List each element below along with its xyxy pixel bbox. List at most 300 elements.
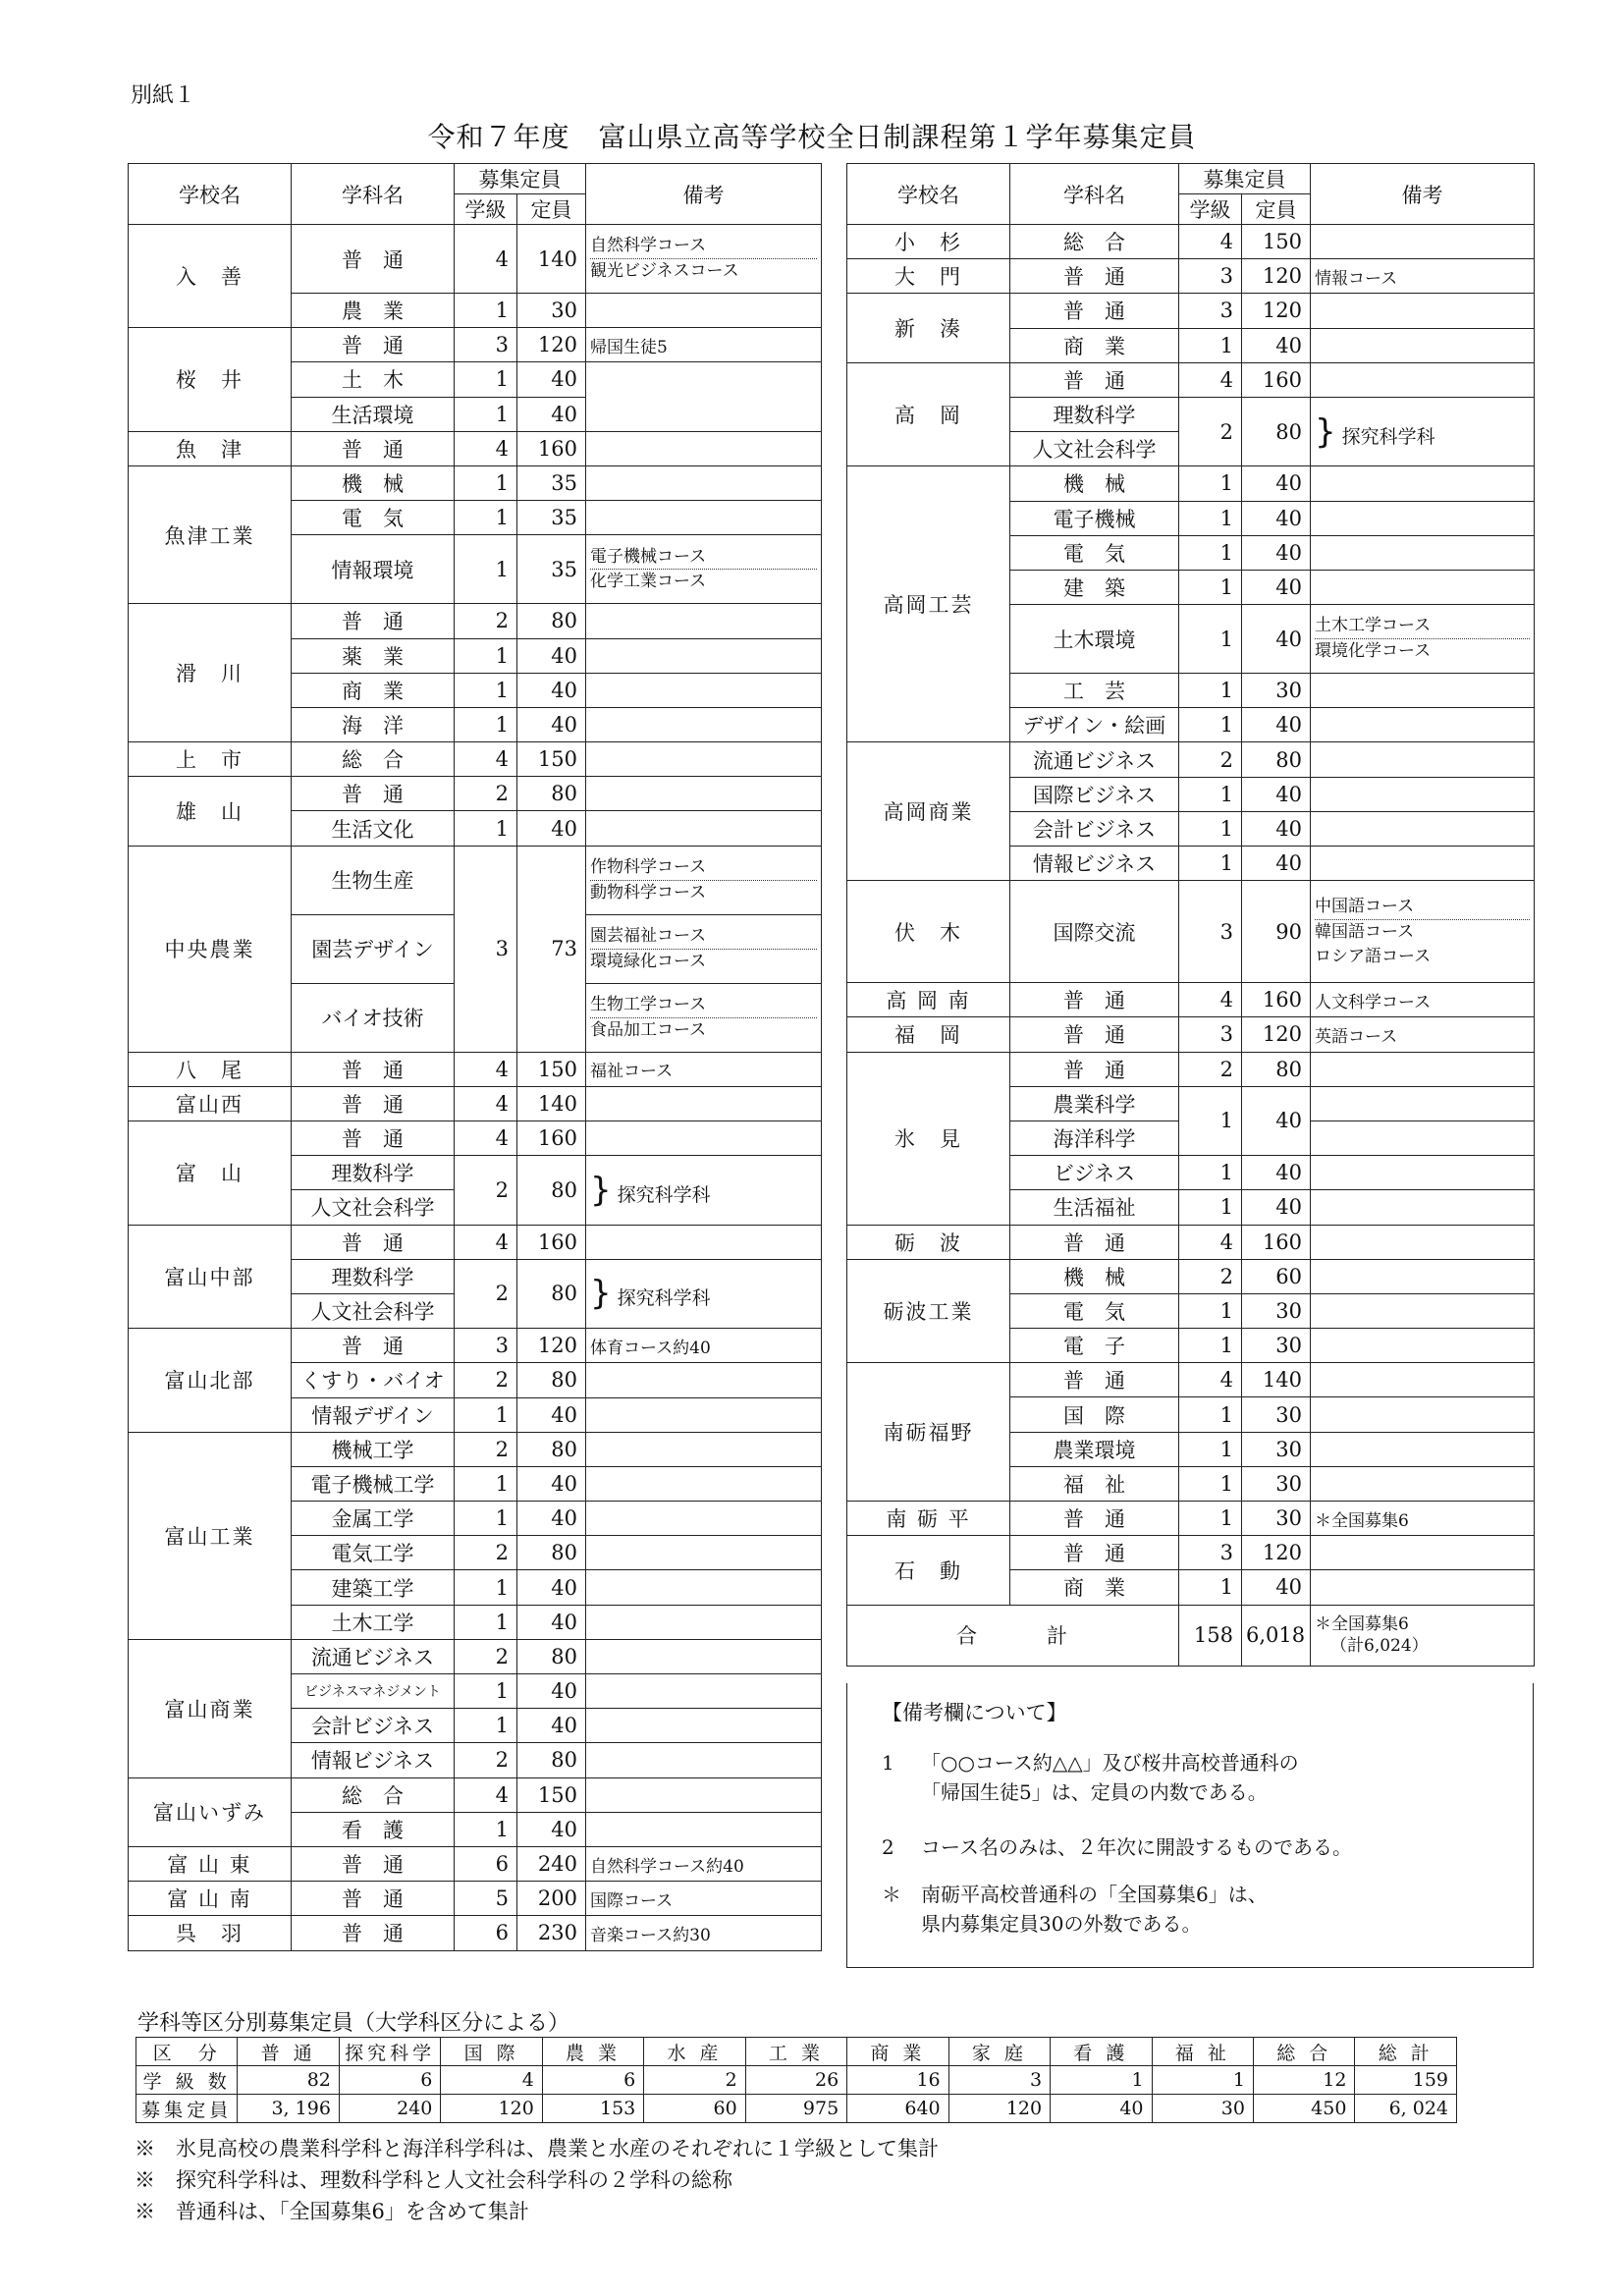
department-name: 人文社会科学 bbox=[292, 1293, 455, 1328]
remarks-notes-box bbox=[846, 1683, 1534, 1968]
class-count: 1 bbox=[1179, 708, 1242, 742]
class-count: 1 bbox=[1179, 1502, 1242, 1536]
remark bbox=[586, 1121, 822, 1156]
summary-cell: 6 bbox=[339, 2066, 440, 2095]
class-count: 2 bbox=[455, 1363, 517, 1397]
school-name: 富山工業 bbox=[129, 1432, 292, 1639]
capacity: 30 bbox=[1242, 1466, 1311, 1501]
class-count: 2 bbox=[1179, 742, 1242, 777]
header-classes: 学級 bbox=[455, 194, 517, 225]
department-name: 国際交流 bbox=[1010, 881, 1179, 983]
department-name: 普 通 bbox=[1010, 1502, 1179, 1536]
department-name: 情報ビジネス bbox=[1010, 847, 1179, 881]
remark bbox=[586, 1086, 822, 1121]
note-number: 2 bbox=[882, 1835, 894, 1859]
class-count: 1 bbox=[1179, 605, 1242, 674]
remark-line: 電子機械コース bbox=[590, 545, 817, 571]
department-name: 生活環境 bbox=[292, 397, 455, 431]
department-name: 理数科学 bbox=[1010, 397, 1179, 431]
capacity: 30 bbox=[1242, 1329, 1311, 1363]
capacity: 150 bbox=[517, 1777, 586, 1812]
remark bbox=[586, 1674, 822, 1709]
summary-cell: 2 bbox=[644, 2066, 745, 2095]
total-note-line2: （計6,024） bbox=[1330, 1636, 1429, 1657]
capacity: 40 bbox=[1242, 777, 1311, 811]
department-name: ビジネスマネジメント bbox=[292, 1674, 455, 1709]
capacity: 30 bbox=[1242, 674, 1311, 708]
summary-cell: 240 bbox=[339, 2095, 440, 2123]
school-name: 八 尾 bbox=[129, 1052, 292, 1086]
capacity: 80 bbox=[1242, 1052, 1311, 1086]
capacity: 80 bbox=[517, 1259, 586, 1328]
table-row bbox=[847, 259, 1535, 294]
summary-cell: 60 bbox=[644, 2095, 745, 2123]
class-count: 3 bbox=[1179, 1536, 1242, 1570]
table-row bbox=[129, 465, 822, 500]
footnote: ※ 探究科学科は、理数科学科と人文社会科学科の２学科の総称 bbox=[135, 2168, 732, 2192]
remark bbox=[586, 811, 822, 846]
capacity: 120 bbox=[517, 1329, 586, 1363]
brace-icon: } bbox=[590, 1274, 612, 1314]
class-count: 3 bbox=[1179, 294, 1242, 328]
header-capacity: 定員 bbox=[517, 194, 586, 225]
department-name: 商 業 bbox=[1010, 1570, 1179, 1605]
department-name: 電 気 bbox=[292, 501, 455, 535]
summary-header-cell: 看 護 bbox=[1051, 2038, 1152, 2066]
capacity: 80 bbox=[517, 777, 586, 811]
department-name: 工 芸 bbox=[1010, 674, 1179, 708]
capacity: 40 bbox=[517, 673, 586, 707]
department-name: 生活文化 bbox=[292, 811, 455, 846]
header-remarks: 備考 bbox=[586, 164, 822, 225]
department-name: 土木環境 bbox=[1010, 605, 1179, 674]
capacity: 140 bbox=[517, 1086, 586, 1121]
class-count: 2 bbox=[455, 1432, 517, 1466]
remark bbox=[586, 1259, 822, 1328]
class-count: 4 bbox=[455, 1225, 517, 1259]
department-name: 普 通 bbox=[292, 1052, 455, 1086]
summary-cell: 1 bbox=[1152, 2066, 1253, 2095]
class-count: 2 bbox=[1179, 1052, 1242, 1086]
total-classes: 158 bbox=[1179, 1605, 1242, 1666]
remark bbox=[1311, 605, 1535, 674]
department-name: 普 通 bbox=[292, 1329, 455, 1363]
remark bbox=[1311, 1363, 1535, 1397]
brace-icon: } bbox=[590, 1170, 612, 1210]
capacity: 40 bbox=[1242, 570, 1311, 604]
capacity: 80 bbox=[1242, 397, 1311, 465]
remark-line: 土木工学コース bbox=[1315, 614, 1530, 639]
class-count: 1 bbox=[455, 1397, 517, 1432]
school-name: 南 砺 平 bbox=[847, 1502, 1010, 1536]
remark bbox=[586, 1570, 822, 1605]
summary-cell: 募集定員 bbox=[136, 2095, 238, 2123]
remark bbox=[1311, 1570, 1535, 1605]
table-row bbox=[847, 881, 1535, 983]
table-row bbox=[129, 1639, 822, 1673]
class-count: 1 bbox=[455, 294, 517, 328]
class-count: 3 bbox=[455, 846, 517, 1052]
remark bbox=[1311, 742, 1535, 777]
class-count: 4 bbox=[455, 1121, 517, 1156]
department-name: 総 合 bbox=[292, 742, 455, 777]
department-name: 生物生産 bbox=[292, 846, 455, 914]
capacity: 35 bbox=[517, 535, 586, 604]
capacity: 40 bbox=[517, 1570, 586, 1605]
class-count: 1 bbox=[1179, 328, 1242, 362]
remark-line: 化学工業コース bbox=[590, 572, 707, 592]
summary-header-cell: 総 合 bbox=[1253, 2038, 1354, 2066]
department-name: 普 通 bbox=[292, 1916, 455, 1950]
summary-row bbox=[136, 2066, 1457, 2095]
table-row bbox=[129, 1916, 822, 1950]
remark bbox=[586, 1466, 822, 1501]
total-label: 合 計 bbox=[847, 1605, 1179, 1666]
summary-cell: 12 bbox=[1253, 2066, 1354, 2095]
school-name: 伏 木 bbox=[847, 881, 1010, 983]
remark bbox=[1311, 466, 1535, 501]
school-name: 呉 羽 bbox=[129, 1916, 292, 1950]
table-row bbox=[847, 1259, 1535, 1293]
class-count: 3 bbox=[1179, 259, 1242, 294]
department-name: 商 業 bbox=[1010, 328, 1179, 362]
total-capacity: 6,018 bbox=[1242, 1605, 1311, 1666]
class-count: 1 bbox=[455, 1605, 517, 1639]
class-count: 1 bbox=[1179, 1329, 1242, 1363]
capacity: 40 bbox=[517, 638, 586, 673]
capacity: 30 bbox=[1242, 1293, 1311, 1328]
table-row bbox=[129, 777, 822, 811]
department-name: くすり・バイオ bbox=[292, 1363, 455, 1397]
department-name: 金属工学 bbox=[292, 1502, 455, 1536]
summary-cell: 26 bbox=[745, 2066, 846, 2095]
header-quota: 募集定員 bbox=[1179, 164, 1311, 194]
class-count: 1 bbox=[455, 811, 517, 846]
class-count: 1 bbox=[1179, 777, 1242, 811]
remark bbox=[1311, 881, 1535, 983]
class-count: 2 bbox=[455, 1259, 517, 1328]
department-name: 普 通 bbox=[1010, 1052, 1179, 1086]
school-name: 砺 波 bbox=[847, 1225, 1010, 1259]
school-name: 雄 山 bbox=[129, 777, 292, 846]
capacity: 40 bbox=[1242, 847, 1311, 881]
department-name: 普 通 bbox=[1010, 362, 1179, 397]
remark bbox=[586, 1156, 822, 1225]
department-name: 理数科学 bbox=[292, 1259, 455, 1293]
table-row bbox=[129, 431, 822, 465]
left-quota-table bbox=[128, 163, 822, 1951]
department-name: 電子機械 bbox=[1010, 501, 1179, 535]
table-row bbox=[129, 1846, 822, 1881]
department-name: 生活福祉 bbox=[1010, 1190, 1179, 1225]
capacity: 40 bbox=[517, 1397, 586, 1432]
school-name: 入 善 bbox=[129, 225, 292, 328]
department-name: バイオ技術 bbox=[292, 983, 455, 1052]
department-name: 会計ビジネス bbox=[1010, 811, 1179, 846]
capacity: 40 bbox=[1242, 1570, 1311, 1605]
class-count: 4 bbox=[455, 1086, 517, 1121]
capacity: 160 bbox=[517, 1121, 586, 1156]
capacity: 40 bbox=[1242, 605, 1311, 674]
department-name: 普 通 bbox=[1010, 259, 1179, 294]
department-name: 情報デザイン bbox=[292, 1397, 455, 1432]
summary-header-cell: 福 祉 bbox=[1152, 2038, 1253, 2066]
remark bbox=[586, 535, 822, 604]
capacity: 40 bbox=[1242, 1156, 1311, 1190]
capacity: 90 bbox=[1242, 881, 1311, 983]
class-count: 1 bbox=[1179, 811, 1242, 846]
remark bbox=[586, 1639, 822, 1673]
remark bbox=[586, 1709, 822, 1743]
department-name: 情報環境 bbox=[292, 535, 455, 604]
class-count: 4 bbox=[1179, 225, 1242, 259]
school-name: 富山商業 bbox=[129, 1639, 292, 1777]
remark bbox=[1311, 1397, 1535, 1432]
class-count: 1 bbox=[1179, 501, 1242, 535]
summary-cell: 120 bbox=[441, 2095, 542, 2123]
capacity: 150 bbox=[517, 742, 586, 777]
remark bbox=[586, 1777, 822, 1812]
capacity: 73 bbox=[517, 846, 586, 1052]
capacity: 120 bbox=[1242, 259, 1311, 294]
department-name: 国際ビジネス bbox=[1010, 777, 1179, 811]
school-name: 富 山 南 bbox=[129, 1882, 292, 1916]
remark bbox=[1311, 1432, 1535, 1466]
note-line: コース名のみは、２年次に開設するものである。 bbox=[921, 1835, 1352, 1859]
capacity: 40 bbox=[517, 1605, 586, 1639]
department-name: 農業科学 bbox=[1010, 1086, 1179, 1121]
school-name: 中央農業 bbox=[129, 846, 292, 1052]
remark bbox=[1311, 777, 1535, 811]
department-name: 建 築 bbox=[1010, 570, 1179, 604]
table-row bbox=[847, 1502, 1535, 1536]
class-count: 4 bbox=[455, 431, 517, 465]
summary-header-cell: 普 通 bbox=[238, 2038, 339, 2066]
class-count: 4 bbox=[455, 225, 517, 294]
summary-cell: 975 bbox=[745, 2095, 846, 2123]
note-line: 「○○コース約△△」及び桜井高校普通科の bbox=[921, 1751, 1299, 1775]
remark bbox=[586, 1502, 822, 1536]
remark bbox=[586, 465, 822, 500]
table-row bbox=[847, 362, 1535, 397]
remark-line: 中国語コース bbox=[1315, 895, 1530, 920]
remark-line: 生物工学コース bbox=[590, 993, 817, 1018]
header-school: 学校名 bbox=[847, 164, 1010, 225]
class-count: 6 bbox=[455, 1916, 517, 1950]
capacity: 40 bbox=[517, 811, 586, 846]
department-name: 園芸デザイン bbox=[292, 914, 455, 983]
remark bbox=[586, 431, 822, 465]
school-name: 石 動 bbox=[847, 1536, 1010, 1605]
department-name: 商 業 bbox=[292, 673, 455, 707]
class-count: 1 bbox=[455, 1812, 517, 1846]
summary-cell: 82 bbox=[238, 2066, 339, 2095]
capacity: 30 bbox=[1242, 1502, 1311, 1536]
remark bbox=[586, 914, 822, 983]
remark bbox=[1311, 1259, 1535, 1293]
remark bbox=[1311, 501, 1535, 535]
capacity: 40 bbox=[517, 1812, 586, 1846]
total-note-line1: ＊全国募集6 bbox=[1315, 1613, 1409, 1634]
remark bbox=[1311, 294, 1535, 328]
remark bbox=[586, 362, 822, 431]
summary-header-cell: 国 際 bbox=[441, 2038, 542, 2066]
class-count: 2 bbox=[455, 777, 517, 811]
class-count: 1 bbox=[455, 673, 517, 707]
capacity: 40 bbox=[1242, 708, 1311, 742]
class-count: 1 bbox=[1179, 1397, 1242, 1432]
capacity: 80 bbox=[517, 1536, 586, 1570]
class-count: 2 bbox=[455, 1536, 517, 1570]
class-count: 2 bbox=[1179, 397, 1242, 465]
school-name: 魚 津 bbox=[129, 431, 292, 465]
remark bbox=[586, 1605, 822, 1639]
table-row bbox=[129, 1882, 822, 1916]
summary-cell: 4 bbox=[441, 2066, 542, 2095]
department-name: 総 合 bbox=[292, 1777, 455, 1812]
department-name: 普 通 bbox=[292, 431, 455, 465]
class-count: 1 bbox=[1179, 1432, 1242, 1466]
department-name: ビジネス bbox=[1010, 1156, 1179, 1190]
capacity: 150 bbox=[1242, 225, 1311, 259]
department-name: 会計ビジネス bbox=[292, 1709, 455, 1743]
department-name: 普 通 bbox=[292, 1846, 455, 1881]
footnote: ※ 普通科は、「全国募集6」を含めて集計 bbox=[135, 2200, 529, 2223]
remark bbox=[1311, 847, 1535, 881]
remark bbox=[586, 604, 822, 638]
remark-line: 観光ビジネスコース bbox=[590, 261, 739, 281]
department-name: 普 通 bbox=[1010, 983, 1179, 1017]
table-row bbox=[847, 983, 1535, 1017]
table-row bbox=[129, 742, 822, 777]
remark bbox=[586, 294, 822, 328]
table-row bbox=[129, 1225, 822, 1259]
remark bbox=[586, 1225, 822, 1259]
department-name: 流通ビジネス bbox=[1010, 742, 1179, 777]
summary-cell: 159 bbox=[1355, 2066, 1457, 2095]
capacity: 40 bbox=[517, 362, 586, 397]
capacity: 40 bbox=[1242, 1086, 1311, 1155]
department-name: 海洋科学 bbox=[1010, 1121, 1179, 1155]
table-row bbox=[129, 1086, 822, 1121]
remark bbox=[586, 983, 822, 1052]
remark bbox=[1311, 1121, 1535, 1155]
capacity: 80 bbox=[517, 1432, 586, 1466]
remark: 音楽コース約30 bbox=[586, 1916, 822, 1950]
class-count: 2 bbox=[1179, 1259, 1242, 1293]
right-quota-table bbox=[846, 163, 1535, 1667]
school-name: 高岡商業 bbox=[847, 742, 1010, 881]
department-name: 普 通 bbox=[1010, 1363, 1179, 1397]
summary-cell: 3 bbox=[948, 2066, 1050, 2095]
capacity: 40 bbox=[1242, 535, 1311, 570]
remark bbox=[1311, 1329, 1535, 1363]
class-count: 2 bbox=[455, 1156, 517, 1225]
school-name: 富山中部 bbox=[129, 1225, 292, 1329]
note-number: 1 bbox=[882, 1751, 894, 1775]
class-count: 4 bbox=[455, 742, 517, 777]
summary-cell: 6 bbox=[542, 2066, 643, 2095]
note-item-1 bbox=[882, 1748, 1299, 1807]
capacity: 40 bbox=[1242, 1190, 1311, 1225]
header-school: 学校名 bbox=[129, 164, 292, 225]
total-note bbox=[1311, 1605, 1535, 1666]
school-name: 上 市 bbox=[129, 742, 292, 777]
capacity: 150 bbox=[517, 1052, 586, 1086]
header-classes: 学級 bbox=[1179, 194, 1242, 225]
capacity: 40 bbox=[517, 1674, 586, 1709]
department-name: 電 気 bbox=[1010, 1293, 1179, 1328]
capacity: 40 bbox=[517, 1502, 586, 1536]
remark-line: 韓国語コース bbox=[1315, 921, 1415, 942]
class-count: 1 bbox=[455, 1466, 517, 1501]
capacity: 35 bbox=[517, 465, 586, 500]
class-count: 4 bbox=[1179, 1225, 1242, 1259]
capacity: 240 bbox=[517, 1846, 586, 1881]
remark bbox=[586, 1536, 822, 1570]
school-name: 桜 井 bbox=[129, 328, 292, 432]
school-name: 砺波工業 bbox=[847, 1259, 1010, 1363]
table-row bbox=[129, 1121, 822, 1156]
right-table-body bbox=[847, 225, 1535, 1606]
capacity: 120 bbox=[517, 328, 586, 362]
department-name: 理数科学 bbox=[292, 1156, 455, 1190]
department-name: 土木工学 bbox=[292, 1605, 455, 1639]
remark bbox=[1311, 811, 1535, 846]
remark bbox=[586, 846, 822, 914]
capacity: 40 bbox=[517, 397, 586, 431]
school-name: 富山いずみ bbox=[129, 1777, 292, 1846]
summary-header-cell: 商 業 bbox=[847, 2038, 948, 2066]
capacity: 160 bbox=[1242, 983, 1311, 1017]
department-name: 普 通 bbox=[292, 1225, 455, 1259]
remark: 英語コース bbox=[1311, 1017, 1535, 1052]
school-name: 高岡工芸 bbox=[847, 466, 1010, 742]
department-name: 福 祉 bbox=[1010, 1466, 1179, 1501]
school-name: 南砺福野 bbox=[847, 1363, 1010, 1502]
note-line: 南砺平高校普通科の「全国募集6」は、 bbox=[921, 1883, 1268, 1906]
school-name: 氷 見 bbox=[847, 1052, 1010, 1225]
school-name: 富山西 bbox=[129, 1086, 292, 1121]
capacity: 60 bbox=[1242, 1259, 1311, 1293]
class-count: 1 bbox=[455, 1502, 517, 1536]
capacity: 80 bbox=[517, 1156, 586, 1225]
table-row bbox=[847, 225, 1535, 259]
department-name: 国 際 bbox=[1010, 1397, 1179, 1432]
department-name: デザイン・絵画 bbox=[1010, 708, 1179, 742]
department-name: 流通ビジネス bbox=[292, 1639, 455, 1673]
summary-cell: 16 bbox=[847, 2066, 948, 2095]
capacity: 35 bbox=[517, 501, 586, 535]
capacity: 160 bbox=[517, 431, 586, 465]
department-name: 普 通 bbox=[1010, 1017, 1179, 1052]
remark: 人文科学コース bbox=[1311, 983, 1535, 1017]
capacity: 80 bbox=[517, 604, 586, 638]
class-count: 1 bbox=[455, 1709, 517, 1743]
department-name: 機械工学 bbox=[292, 1432, 455, 1466]
department-name: 電 気 bbox=[1010, 535, 1179, 570]
notes-heading: 【備考欄について】 bbox=[882, 1701, 1067, 1724]
department-name: 電子機械工学 bbox=[292, 1466, 455, 1501]
department-name: 電気工学 bbox=[292, 1536, 455, 1570]
capacity: 40 bbox=[1242, 466, 1311, 501]
remark bbox=[1311, 674, 1535, 708]
remark bbox=[586, 1812, 822, 1846]
class-count: 1 bbox=[1179, 674, 1242, 708]
class-count: 2 bbox=[455, 1743, 517, 1777]
capacity: 40 bbox=[517, 1466, 586, 1501]
header-remarks: 備考 bbox=[1311, 164, 1535, 225]
